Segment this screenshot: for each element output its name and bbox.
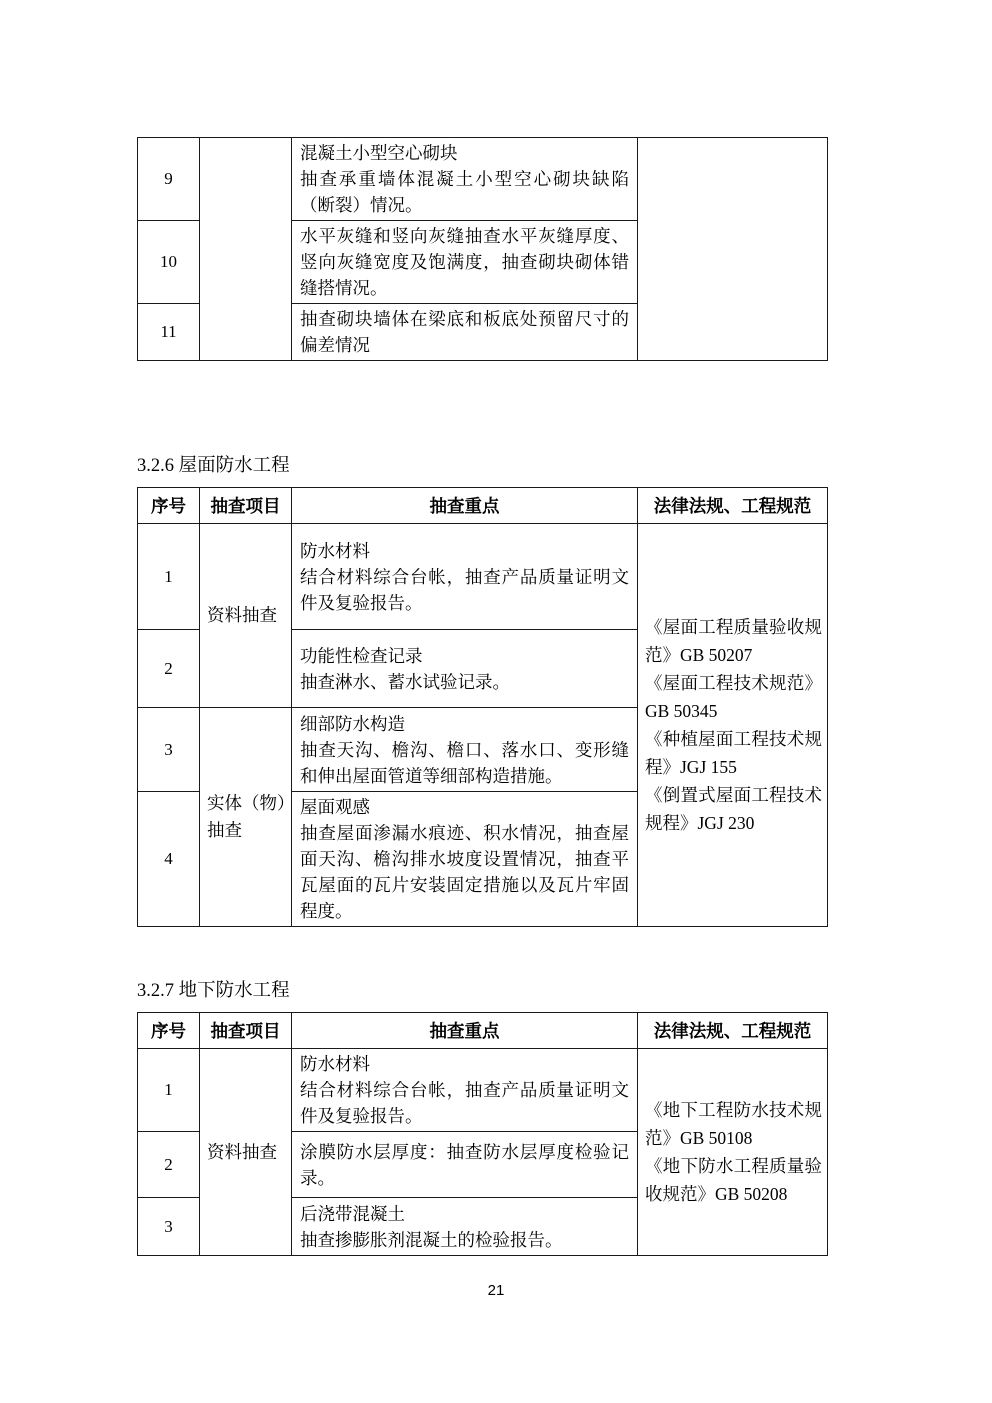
row-number: 3 (138, 1198, 200, 1256)
underground-waterproofing-table (137, 1012, 828, 1256)
column-header-regulation: 法律法规、工程规范 (638, 488, 828, 524)
regulation-entry: 《倒置式屋面工程技术规程》JGJ 230 (645, 785, 822, 833)
item-group-data-check: 资料抽查 (200, 1049, 292, 1256)
focus-cell (292, 1132, 638, 1198)
item-group-entity-check: 实体（物）抽查 (200, 708, 292, 927)
regulation-cell-empty (638, 138, 828, 361)
regulation-entry: 《种植屋面工程技术规程》JGJ 155 (645, 729, 822, 777)
row-number: 9 (138, 138, 200, 221)
focus-body: 结合材料综合台帐，抽查产品质量证明文件及复验报告。 (300, 566, 629, 613)
focus-cell (292, 1198, 638, 1256)
focus-body: 结合材料综合台帐，抽查产品质量证明文件及复验报告。 (300, 1080, 629, 1126)
regulation-entry: 《地下防水工程质量验收规范》GB 50208 (645, 1156, 822, 1204)
row-number: 10 (138, 221, 200, 304)
focus-cell (292, 138, 638, 221)
focus-body: 涂膜防水层厚度：抽查防水层厚度检验记录。 (300, 1141, 629, 1188)
row-number: 2 (138, 1132, 200, 1198)
focus-cell (292, 630, 638, 708)
focus-body: 抽查天沟、檐沟、檐口、落水口、变形缝和伸出屋面管道等细部构造措施。 (300, 739, 629, 786)
section-heading-roof-waterproofing: 3.2.6 屋面防水工程 (137, 456, 290, 476)
column-header-no: 序号 (138, 488, 200, 524)
item-group-data-check: 资料抽查 (200, 524, 292, 708)
focus-cell (292, 708, 638, 792)
focus-cell (292, 1049, 638, 1132)
regulation-cell (638, 1049, 828, 1256)
page-number: 21 (487, 1282, 505, 1299)
column-header-focus: 抽查重点 (292, 488, 638, 524)
row-number: 1 (138, 524, 200, 630)
item-cell-empty (200, 138, 292, 361)
column-header-no: 序号 (138, 1013, 200, 1049)
column-header-item: 抽查项目 (200, 1013, 292, 1049)
focus-title: 后浇带混凝土 (300, 1203, 405, 1224)
focus-body: 抽查承重墙体混凝土小型空心砌块缺陷（断裂）情况。 (300, 169, 629, 215)
focus-title: 屋面观感 (300, 797, 370, 817)
focus-title: 防水材料 (300, 1054, 370, 1074)
focus-cell (292, 221, 638, 304)
roof-waterproofing-table (137, 487, 828, 927)
focus-title: 混凝土小型空心砌块 (300, 143, 458, 163)
regulation-entry: 《屋面工程技术规范》GB 50345 (645, 673, 822, 721)
section-heading-underground-waterproofing: 3.2.7 地下防水工程 (137, 981, 290, 1001)
focus-body: 抽查掺膨胀剂混凝土的检验报告。 (300, 1229, 563, 1250)
row-number: 1 (138, 1049, 200, 1132)
focus-cell (292, 524, 638, 630)
row-number: 2 (138, 630, 200, 708)
row-number: 11 (138, 304, 200, 361)
regulation-entry: 《屋面工程质量验收规范》GB 50207 (645, 617, 822, 665)
focus-body: 抽查砌块墙体在梁底和板底处预留尺寸的偏差情况 (300, 309, 629, 355)
row-number: 4 (138, 792, 200, 927)
column-header-regulation: 法律法规、工程规范 (638, 1013, 828, 1049)
focus-title: 细部防水构造 (300, 713, 405, 734)
regulation-entry: 《地下工程防水技术规范》GB 50108 (645, 1100, 822, 1148)
focus-cell (292, 304, 638, 361)
masonry-table-continued (137, 137, 828, 361)
column-header-focus: 抽查重点 (292, 1013, 638, 1049)
focus-body: 水平灰缝和竖向灰缝抽查水平灰缝厚度、竖向灰缝宽度及饱满度，抽查砌块砌体错缝搭情况。 (300, 226, 629, 298)
row-number: 3 (138, 708, 200, 792)
regulation-cell (638, 524, 828, 927)
focus-body: 抽查屋面渗漏水痕迹、积水情况，抽查屋面天沟、檐沟排水坡度设置情况，抽查平瓦屋面的瓦片安装固定措施以及瓦片牢固程度。 (300, 823, 629, 921)
focus-title: 防水材料 (300, 540, 370, 561)
focus-cell (292, 792, 638, 927)
focus-body: 抽查淋水、蓄水试验记录。 (300, 671, 510, 692)
focus-title: 功能性检查记录 (300, 645, 423, 666)
column-header-item: 抽查项目 (200, 488, 292, 524)
